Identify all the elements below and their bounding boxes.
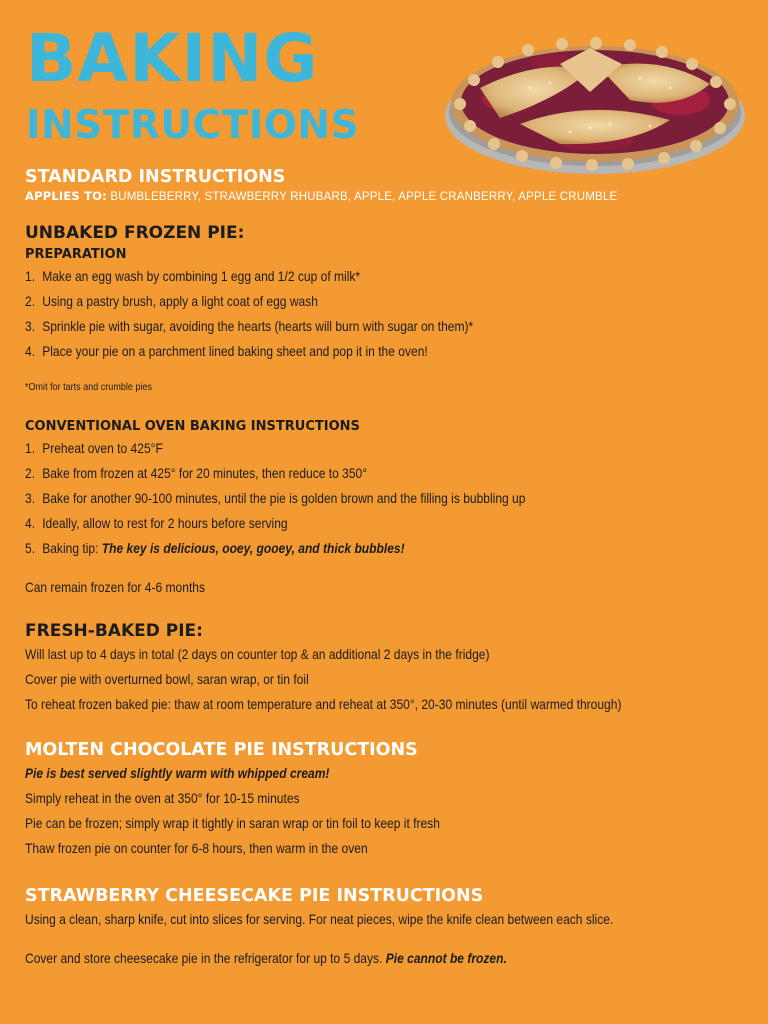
- list-item: 4. Place your pie on a parchment lined baking sheet and pop it in the oven!: [25, 343, 428, 359]
- list-item: 1. Make an egg wash by combining 1 egg and 1/2 cup of milk*: [25, 268, 361, 284]
- strawberry-cheesecake-heading: STRAWBERRY CHEESECAKE PIE INSTRUCTIONS: [25, 886, 484, 906]
- list-item: 1. Preheat oven to 425°F: [25, 440, 163, 456]
- page-title: BAKING: [26, 20, 319, 97]
- oven-steps: [25, 436, 644, 561]
- molten-emphasis: Pie is best served slightly warm with whipped cream!: [25, 765, 330, 781]
- instructions-content: [25, 166, 745, 971]
- conventional-oven-heading: CONVENTIONAL OVEN BAKING INSTRUCTIONS: [25, 419, 360, 434]
- list-item: 3. Sprinkle pie with sugar, avoiding the hearts (hearts will burn with sugar on them)*: [25, 318, 474, 334]
- frozen-note: Can remain frozen for 4-6 months: [25, 579, 206, 595]
- molten-chocolate-heading: MOLTEN CHOCOLATE PIE INSTRUCTIONS: [25, 740, 418, 760]
- preparation-heading: PREPARATION: [25, 247, 127, 262]
- preparation-steps: [25, 264, 644, 364]
- baking-tip-label: Baking tip:: [42, 540, 102, 556]
- fresh-line: Will last up to 4 days in total (2 days on counter top & an additional 2 days in the fridge): [25, 646, 490, 662]
- unbaked-frozen-pie-heading: UNBAKED FROZEN PIE:: [25, 223, 245, 243]
- cheesecake-warning: Pie cannot be frozen.: [385, 950, 507, 966]
- list-item: 3. Bake for another 90-100 minutes, until the pie is golden brown and the filling is bubbling up: [25, 490, 526, 506]
- list-item: 2. Using a pastry brush, apply a light coat of egg wash: [25, 293, 318, 309]
- footnote: *Omit for tarts and crumble pies: [25, 381, 152, 393]
- applies-to-label: APPLIES TO:: [25, 189, 107, 203]
- molten-line: Thaw frozen pie on counter for 6-8 hours, then warm in the oven: [25, 840, 368, 856]
- pie-illustration-icon: [440, 28, 750, 176]
- list-item: 4. Ideally, allow to rest for 2 hours before serving: [25, 515, 288, 531]
- page-subtitle: INSTRUCTIONS: [26, 103, 360, 148]
- list-item: 2. Bake from frozen at 425° for 20 minutes, then reduce to 350°: [25, 465, 368, 481]
- list-item: 5. Baking tip: The key is delicious, ooey, gooey, and thick bubbles!: [25, 540, 405, 556]
- cheesecake-line: Cover and store cheesecake pie in the refrigerator for up to 5 days. Pie cannot be frozen.: [25, 950, 507, 966]
- standard-instructions-heading: STANDARD INSTRUCTIONS: [25, 167, 286, 187]
- baking-tip-emphasis: The key is delicious, ooey, gooey, and thick bubbles!: [101, 540, 405, 556]
- molten-line: Pie can be frozen; simply wrap it tightly in saran wrap or tin foil to keep it fresh: [25, 815, 440, 831]
- molten-line: Simply reheat in the oven at 350° for 10-15 minutes: [25, 790, 300, 806]
- applies-to-line: [25, 188, 745, 205]
- fresh-line: To reheat frozen baked pie: thaw at room temperature and reheat at 350°, 20-30 minutes (until warmed through): [25, 696, 622, 712]
- fresh-baked-pie-heading: FRESH-BAKED PIE:: [25, 621, 203, 641]
- cheesecake-line: Using a clean, sharp knife, cut into slices for serving. For neat pieces, wipe the knife clean between each slice.: [25, 911, 614, 927]
- applies-to-value: BUMBLEBERRY, STRAWBERRY RHUBARB, APPLE, APPLE CRANBERRY, APPLE CRUMBLE: [110, 191, 618, 203]
- fresh-line: Cover pie with overturned bowl, saran wrap, or tin foil: [25, 671, 309, 687]
